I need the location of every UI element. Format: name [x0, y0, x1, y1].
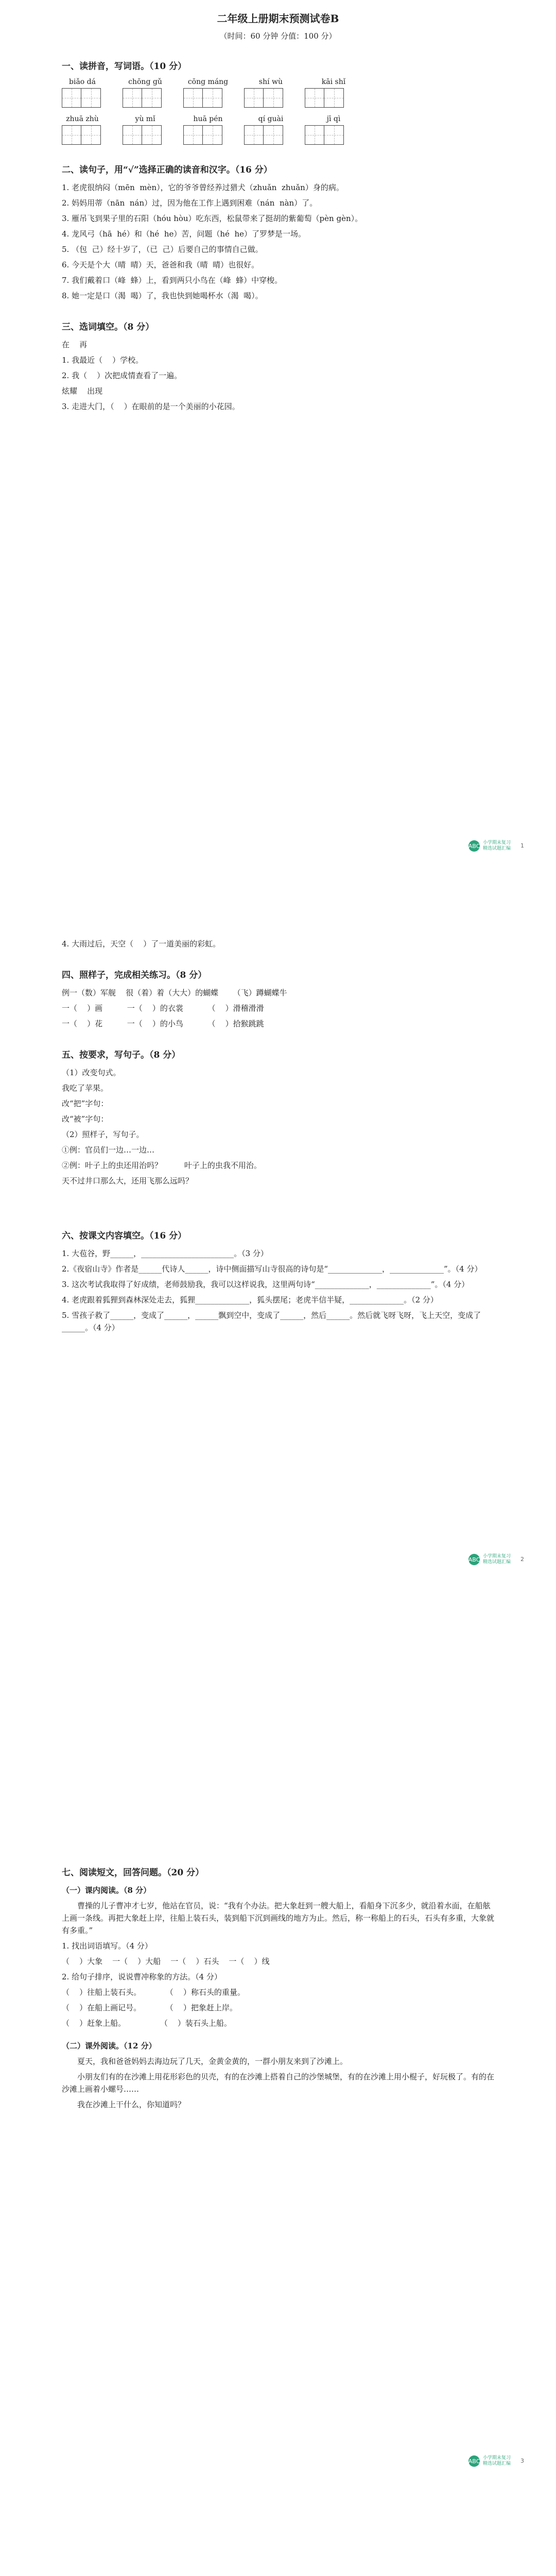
- brand-badge: [468, 2452, 525, 2470]
- word-choices: 炫耀 出现: [62, 386, 103, 396]
- question-line: ①例：官员们一边…一边…: [62, 1145, 155, 1155]
- page-number: 2: [520, 1556, 524, 1563]
- question-line: 4. 大雨过后，天空（ ）了一道美丽的彩虹。: [62, 939, 221, 948]
- question-line: （ ）在船上画记号。 （ ）把象赶上岸。: [62, 2003, 237, 2012]
- question-line: 1. 老虎很纳闷（mēn mèn），它的爷爷曾经养过猎犬（zhuǎn zhuǎn）身的病。: [62, 183, 344, 192]
- section-4-heading: 四、照样子，完成相关练习。（8 分）: [62, 970, 207, 980]
- section-3-heading: 三、选词填空。（8 分）: [62, 322, 154, 332]
- pinyin-label: cōng máng: [187, 78, 229, 86]
- question-line: 一（ ）画 一（ ）的衣裳 （ ）滑稽滑滑: [62, 1004, 264, 1013]
- reading-paragraph: 夏天，我和爸爸妈妈去海边玩了几天，金黄金黄的，一群小朋友来到了沙滩上。: [77, 2057, 348, 2066]
- pinyin-label: yù mǐ: [135, 115, 155, 123]
- pinyin-label: shí wù: [258, 78, 283, 86]
- word-choices: 在 再: [62, 340, 88, 349]
- brand-badge: [468, 1551, 525, 1568]
- tianzige-row-1: [62, 88, 494, 108]
- question-line: 天不过井口那么大，还用飞那么远吗？: [62, 1176, 194, 1185]
- badge-text: 精选试题汇编: [483, 1560, 511, 1565]
- tianzige-box[interactable]: [62, 88, 101, 108]
- badge-text: 小学期末复习: [483, 1554, 511, 1559]
- section-5-heading: 五、按要求，写句子。（8 分）: [62, 1050, 181, 1060]
- page-number: 3: [520, 2458, 524, 2464]
- question-line: 6. 今天是个大（晴 晴）天，爸爸和我（晴 晴）也很好。: [62, 260, 259, 269]
- question-line: 1. 大苞谷，野______，________________________。（3 分）: [62, 1249, 268, 1258]
- subsection-heading: （二）课外阅读。（12 分）: [62, 2041, 157, 2050]
- section-2-heading: 二、读句子，用“√”选择正确的读音和汉字。（16 分）: [62, 165, 272, 175]
- question-line: 1. 找出词语填写。（4 分）: [62, 1941, 152, 1951]
- question-line: 3. 雁吊飞到果子里的石阳（hóu hòu）吃东西，松鼠带来了挺胡的紫葡萄（pèn gèn）。: [62, 214, 363, 223]
- reading-paragraph: 我在沙滩上干什么，你知道吗？: [77, 2100, 186, 2109]
- question-line: （ ）赶象上船。 （ ）装石头上船。: [62, 2019, 232, 2028]
- pinyin-label: jī qì: [326, 115, 341, 123]
- question-line: 3. 走进大门，（ ）在眼前的是一个美丽的小花园。: [62, 402, 240, 411]
- page-3: [0, 1855, 556, 2576]
- subsection-heading: （一）课内阅读。（8 分）: [62, 1886, 151, 1895]
- pinyin-row-1: [62, 78, 494, 86]
- question-line: 4. 老虎跟着狐狸到森林深处走去，狐狸______________，狐头摆尾；老虎半信半疑，______________。（2 分）: [62, 1295, 438, 1304]
- badge-text: 精选试题汇编: [483, 846, 511, 851]
- question-line: （ ）往船上装石头。 （ ）称石头的重量。: [62, 1988, 245, 1997]
- section-7-heading: 七、阅读短文，回答问题。（20 分）: [62, 1868, 204, 1878]
- page-number: 1: [520, 842, 524, 849]
- question-line: 8. 她一定是口（渴 喝）了，我也快到她喝杯水（渴 喝）。: [62, 291, 263, 300]
- brand-logo-icon: ABC: [468, 2455, 480, 2467]
- question-line: 5. （包 己）经十岁了，（已 己）后要自己的事情自己做。: [62, 245, 263, 254]
- tianzige-box[interactable]: [305, 125, 344, 145]
- question-line: 3. 这次考试我取得了好成绩，老师鼓励我，我可以这样说我，这里两句诗“______________，______________”。（4 分）: [62, 1280, 470, 1289]
- badge-text: 精选试题汇编: [483, 2461, 511, 2466]
- question-line: （2）照样子，写句子。: [62, 1130, 144, 1139]
- brand-logo-icon: ABC: [468, 1554, 480, 1565]
- tianzige-box[interactable]: [123, 125, 162, 145]
- question-line: 例一（数）军舰 很（着）着（大大）的蝴蝶 （飞）蹲蝴蝶牛: [62, 988, 287, 997]
- question-line: （ ）大象 一（ ）大船 一（ ）石头 一（ ）线: [62, 1957, 270, 1966]
- question-line: 2.《夜宿山寺》作者是______代诗人______，诗中侧面描写山寺很高的诗句是“______________，______________”。（4 分）: [62, 1264, 482, 1274]
- tianzige-box[interactable]: [183, 125, 222, 145]
- question-line: 7. 我们戴着口（峰 蜂）上，看到两只小鸟在（峰 蜂）中穿梭。: [62, 276, 283, 285]
- pinyin-label: qí guài: [258, 115, 284, 123]
- pinyin-label: zhuā zhù: [66, 115, 99, 123]
- tianzige-box[interactable]: [62, 125, 101, 145]
- reading-paragraph: 曹操的儿子曹冲才七岁，他站在官员，说：“我有个办法。把大象赶到一艘大船上，看船身下沉多少，就沿着水面，在船舷上画一条线。再把大象赶上岸，往船上装石头，装到船下沉到画线的地方为止。然后，称一称船上的石头，石头有多重，大象就有多重。”: [62, 1901, 495, 1935]
- question-line: 一（ ）花 一（ ）的小鸟 （ ）拾猴跳跳: [62, 1019, 264, 1028]
- reading-paragraph: 小朋友们有的在沙滩上用花形彩色的贝壳，有的在沙滩上搭着自己的沙堡城堡，有的在沙滩上用小棍子，好玩极了。有的在沙滩上画着小螺号……: [62, 2072, 495, 2094]
- tianzige-box[interactable]: [123, 88, 162, 108]
- question-line: 改“被”字句：: [62, 1114, 109, 1124]
- section-1-heading: 一、读拼音，写词语。（10 分）: [62, 61, 187, 72]
- tianzige-box[interactable]: [244, 88, 283, 108]
- page-2: [0, 927, 556, 1855]
- page-1: [0, 0, 556, 927]
- question-line: 改“把”字句：: [62, 1099, 109, 1108]
- question-line: 2. 妈妈用蒂（nān nán）过，因为他在工作上遇到困难（nán nàn）了。: [62, 198, 318, 208]
- pinyin-row-2: [62, 115, 494, 123]
- badge-text: 小学期末复习: [483, 840, 511, 845]
- exam-title: 二年级上册期末预测试卷B: [217, 12, 339, 25]
- tianzige-box[interactable]: [244, 125, 283, 145]
- tianzige-box[interactable]: [305, 88, 344, 108]
- question-line: （1）改变句式。: [62, 1068, 121, 1077]
- question-line: 5. 雪孩子救了______，变成了______，______飘到空中，变成了______，然后______。然后就飞呀飞呀，飞上天空，变成了______。（4 分）: [62, 1311, 481, 1332]
- badge-text: 小学期末复习: [483, 2455, 511, 2461]
- pinyin-label: kāi shǐ: [321, 78, 346, 86]
- pinyin-label: biǎo dá: [69, 78, 96, 86]
- question-line: 4. 龙风弓（hā hé）和（hé he）苦，问题（hé he）了罗梦是一场。: [62, 229, 306, 239]
- brand-logo-icon: ABC: [468, 840, 480, 852]
- question-line: 我吃了苹果。: [62, 1083, 109, 1093]
- pinyin-label: huā pén: [193, 115, 223, 123]
- tianzige-box[interactable]: [183, 88, 222, 108]
- brand-badge: [468, 837, 525, 855]
- pinyin-label: chōng gǔ: [128, 78, 162, 86]
- question-line: ②例：叶子上的虫还用治吗？ 叶子上的虫我不用治。: [62, 1161, 262, 1170]
- question-line: 2. 给句子排序，说说曹冲称象的方法。（4 分）: [62, 1972, 222, 1981]
- question-line: 1. 我最近（ ）学校。: [62, 355, 144, 365]
- question-line: 2. 我（ ）次把成情查看了一遍。: [62, 371, 182, 380]
- section-6-heading: 六、按课文内容填空。（16 分）: [62, 1231, 187, 1241]
- exam-meta: （时间：60 分钟 分值：100 分）: [219, 31, 337, 41]
- tianzige-row-2: [62, 125, 494, 145]
